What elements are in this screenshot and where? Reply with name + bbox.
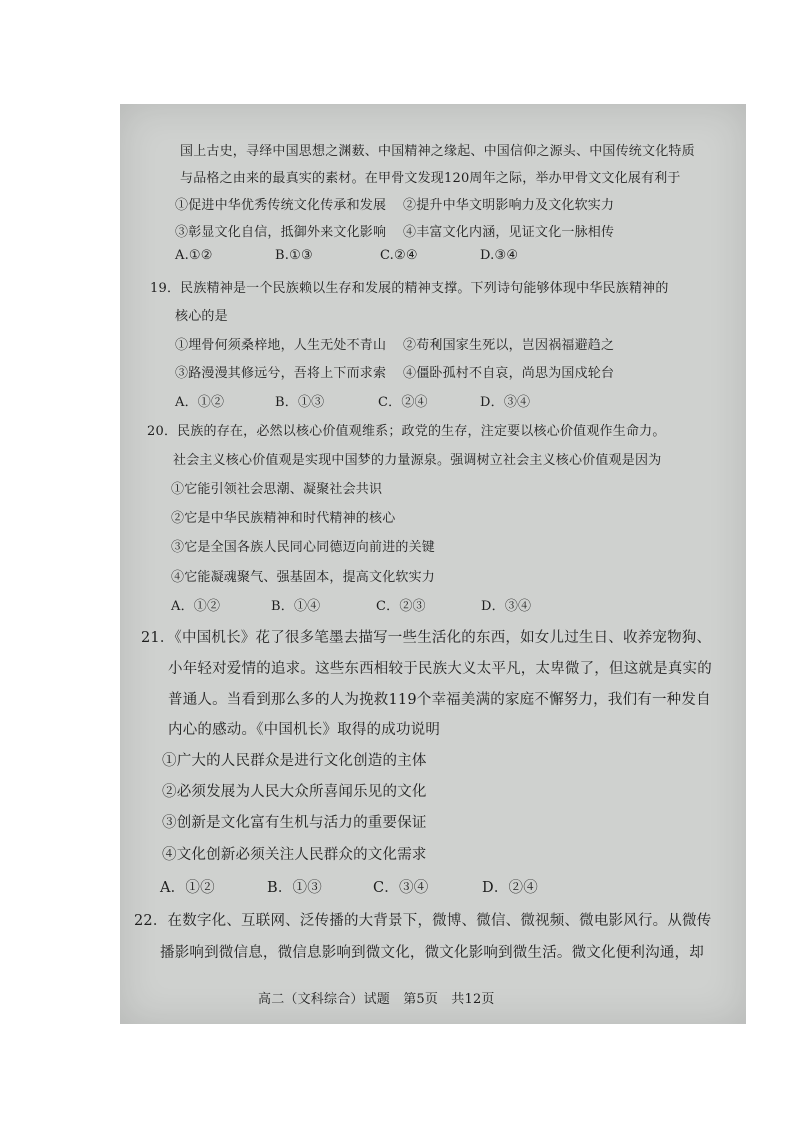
q19-stem-line2: 核心的是 <box>175 309 228 324</box>
q18-item-3: ③彰显文化自信，抵御外来文化影响 <box>175 225 387 240</box>
q22-stem-line1: 22．在数字化、互联网、泛传播的大背景下，微博、微信、微视频、微电影风行。从微传 <box>134 913 712 929</box>
q21-option-b: B．①③ <box>267 880 322 896</box>
q19-option-a: A．①② <box>175 395 225 410</box>
q21-stem-line3: 普通人。当看到那么多的人为挽救119个幸福美满的家庭不懈努力，我们有一种发自 <box>168 692 711 708</box>
q18-option-a: A.①② <box>175 248 213 263</box>
q21-item-3: ③创新是文化富有生机与活力的重要保证 <box>162 815 427 831</box>
q20-item-2: ②它是中华民族精神和时代精神的核心 <box>171 511 396 526</box>
q20-options <box>171 595 591 613</box>
q20-option-b: B．①④ <box>271 599 321 614</box>
q20-item-3: ③它是全国各族人民同心同德迈向前进的关键 <box>171 540 436 555</box>
q18-option-b: B.①③ <box>275 248 313 263</box>
q20-item-4: ④它能凝魂聚气、强基固本，提高文化软实力 <box>171 570 436 585</box>
q20-option-a: A．①② <box>171 599 221 614</box>
q18-stem-line2: 与品格之由来的最真实的素材。在甲骨文发现120周年之际，举办甲骨文文化展有利于 <box>180 171 681 186</box>
q21-item-1: ①广大的人民群众是进行文化创造的主体 <box>162 753 427 769</box>
q21-option-d: D．②④ <box>482 880 538 896</box>
q21-options <box>160 876 600 896</box>
q18-item-2: ②提升中华文明影响力及文化软实力 <box>403 198 615 213</box>
q20-stem-line2: 社会主义核心价值观是实现中国梦的力量源泉。强调树立社会主义核心价值观是因为 <box>173 453 662 468</box>
exam-page-photo <box>120 104 746 1024</box>
q18-item-1: ①促进中华优秀传统文化传承和发展 <box>175 198 387 213</box>
q18-options <box>175 248 575 266</box>
q19-stem-line1: 19．民族精神是一个民族赖以生存和发展的精神支撑。下列诗句能够体现中华民族精神的 <box>150 281 669 296</box>
q20-item-1: ①它能引领社会思潮、凝聚社会共识 <box>171 482 383 497</box>
q19-item-4: ④僵卧孤村不自哀，尚思为国戍轮台 <box>403 366 615 381</box>
q21-stem-line2: 小年轻对爱情的追求。这些东西相较于民族大义太平凡，太卑微了，但这就是真实的 <box>168 661 712 677</box>
q21-stem-line1: 21．《中国机长》花了很多笔墨去描写一些生活化的东西，如女儿过生日、收养宠物狗、 <box>141 630 712 646</box>
q21-option-c: C．③④ <box>373 880 429 896</box>
q21-item-4: ④文化创新必须关注人民群众的文化需求 <box>162 847 427 863</box>
page-footer: 高二（文科综合）试题 第5页 共12页 <box>258 992 495 1007</box>
q19-options <box>175 391 575 409</box>
q19-item-2: ②苟利国家生死以，岂因祸福避趋之 <box>403 338 615 353</box>
q19-option-b: B．①③ <box>275 395 325 410</box>
q19-item-3: ③路漫漫其修远兮，吾将上下而求索 <box>175 366 387 381</box>
q22-stem-line2: 播影响到微信息，微信息影响到微文化，微文化影响到微生活。微文化便利沟通，却 <box>160 945 704 961</box>
q18-option-d: D.③④ <box>480 248 519 263</box>
q21-option-a: A．①② <box>160 880 215 896</box>
q18-stem-line1: 国上古史，寻绎中国思想之渊薮、中国精神之缘起、中国信仰之源头、中国传统文化特质 <box>180 144 695 159</box>
q20-option-c: C．②③ <box>376 599 426 614</box>
q19-option-c: C．②④ <box>378 395 428 410</box>
q19-item-1: ①埋骨何须桑梓地，人生无处不青山 <box>175 338 387 353</box>
q21-item-2: ②必须发展为人民大众所喜闻乐见的文化 <box>162 784 427 800</box>
q21-stem-line4: 内心的感动。《中国机长》取得的成功说明 <box>168 722 441 738</box>
q18-option-c: C.②④ <box>380 248 418 263</box>
q19-option-d: D．③④ <box>480 395 531 410</box>
q20-stem-line1: 20．民族的存在，必然以核心价值观维系；政党的生存，注定要以核心价值观作生命力。 <box>147 424 666 439</box>
q20-option-d: D．③④ <box>481 599 532 614</box>
q18-item-4: ④丰富文化内涵，见证文化一脉相传 <box>403 225 615 240</box>
